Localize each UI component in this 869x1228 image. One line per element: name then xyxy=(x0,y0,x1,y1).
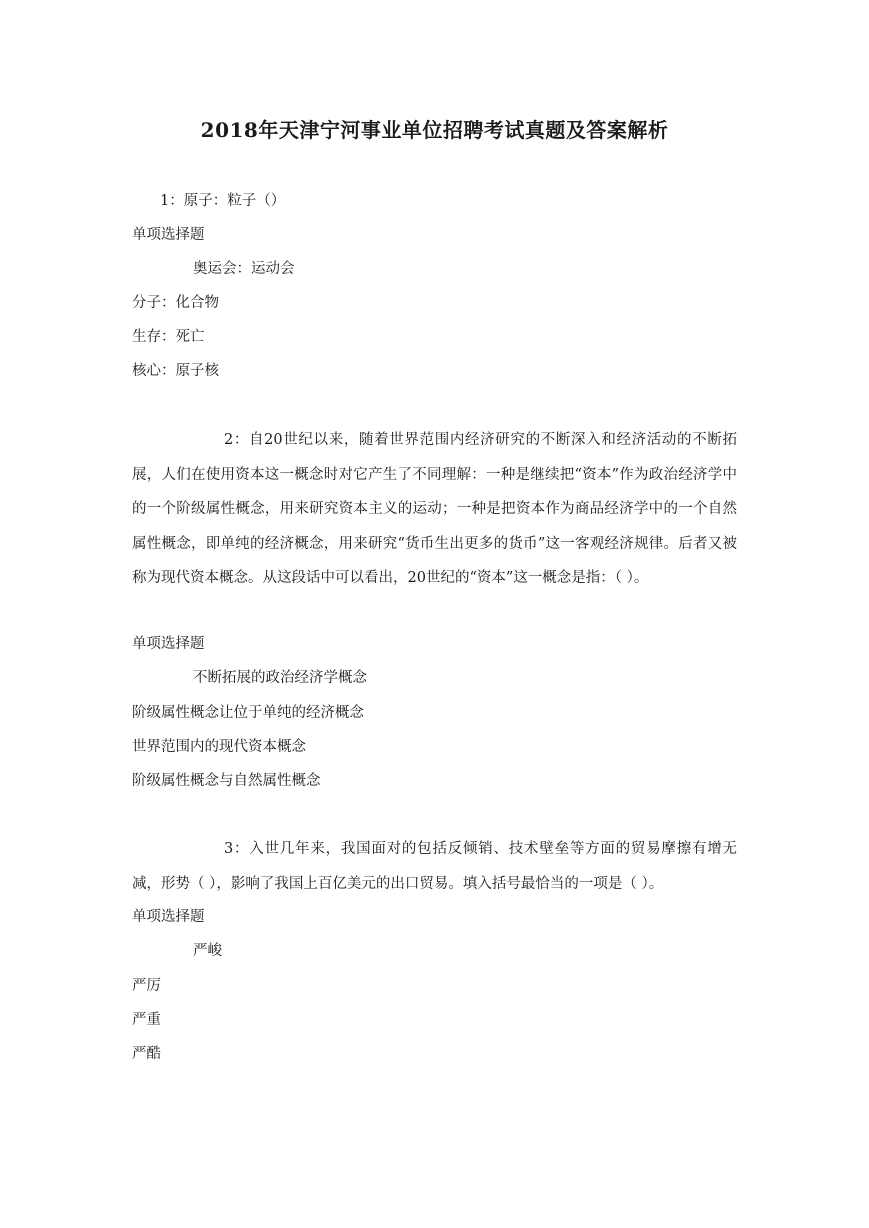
question-2-option-d: 阶级属性概念与自然属性概念 xyxy=(132,773,321,789)
question-2-option-a: 不断拓展的政治经济学概念 xyxy=(193,670,367,686)
question-3-option-a: 严峻 xyxy=(193,943,222,959)
question-2-type: 单项选择题 xyxy=(132,636,205,652)
question-1-option-c: 生存：死亡 xyxy=(132,329,205,345)
question-1-option-a: 奥运会：运动会 xyxy=(193,261,295,277)
question-3-option-c: 严重 xyxy=(132,1012,161,1028)
question-1-stem: 1：原子：粒子（） xyxy=(160,193,286,209)
document-title: 2018年天津宁河事业单位招聘考试真题及答案解析 xyxy=(200,118,669,142)
question-2-option-c: 世界范围内的现代资本概念 xyxy=(132,739,306,755)
question-3-option-b: 严厉 xyxy=(132,978,161,994)
question-3-option-d: 严酷 xyxy=(132,1046,161,1062)
question-1-option-d: 核心：原子核 xyxy=(132,363,219,379)
question-2-stem: 2：自20世纪以来，随着世界范围内经济研究的不断深入和经济活动的不断拓展，人们在使用资本这一概念时对它产生了不同理解：一种是继续把“资本”作为政治经济学中的一个阶级属性概念，用来研究资本主义的运动；一种是把资本作为商品经济学中的一个自然属性概念，即单纯的经济概念，用来研究“货币生出更多的货币”这一客观经济规律。后者又被称为现代资本概念。从这段话中可以看出，20世纪的“资本”这一概念是指：（ ）。 xyxy=(132,432,737,586)
question-1-type: 单项选择题 xyxy=(132,227,205,243)
question-3-stem: 3：入世几年来，我国面对的包括反倾销、技术壁垒等方面的贸易摩擦有增无减，形势（ ），影响了我国上百亿美元的出口贸易。填入括号最恰当的一项是（ ）。 xyxy=(132,841,737,892)
question-2-option-b: 阶级属性概念让位于单纯的经济概念 xyxy=(132,705,364,721)
question-3-type: 单项选择题 xyxy=(132,909,205,925)
question-1-option-b: 分子：化合物 xyxy=(132,295,219,311)
